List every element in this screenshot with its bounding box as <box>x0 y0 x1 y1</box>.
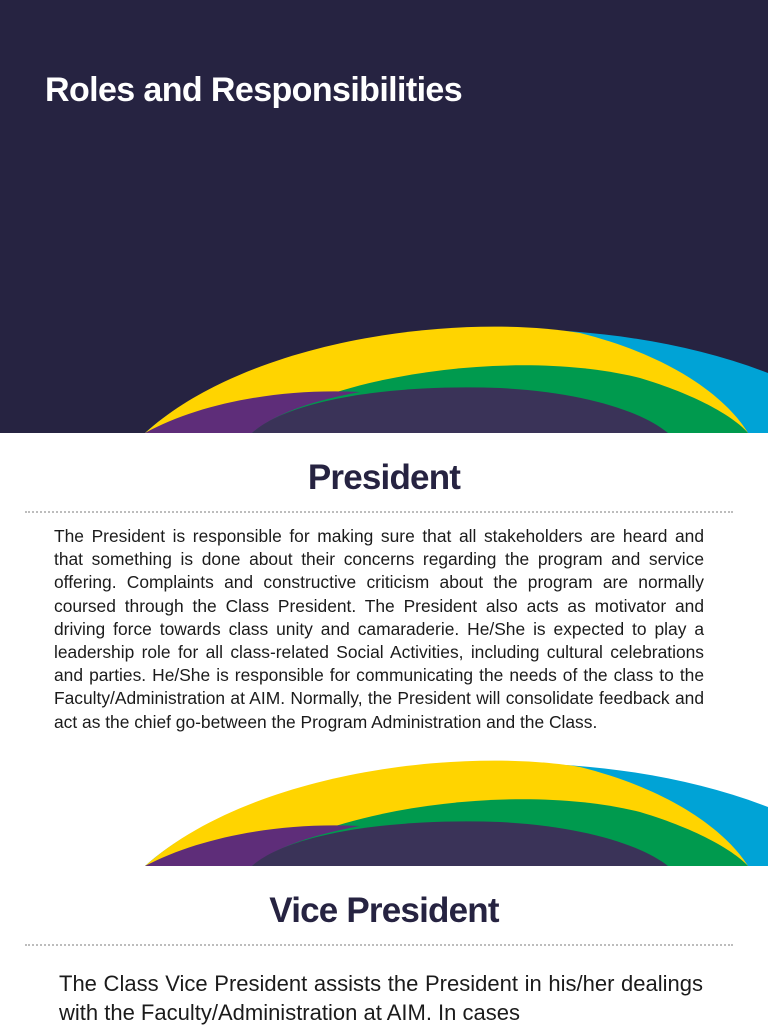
decorative-arcs-bottom <box>0 752 768 866</box>
vice-president-description: The Class Vice President assists the President in his/her dealings with the Faculty/Administration at AIM. In cases <box>59 971 703 1025</box>
vice-president-heading: Vice President <box>269 891 499 930</box>
divider <box>25 944 733 946</box>
slide-title: Roles and Responsibilities <box>45 71 463 109</box>
title-slide <box>0 0 768 433</box>
president-description: The President is responsible for making sure that all stakeholders are heard and that something is done about their concerns regarding the program and service offering. Complaints and constructive criticism about the program are normally coursed through the Class President. The President also acts as motivator and driving force towards class unity and camaraderie. He/She is expected to play a leadership role for all class-related Social Activities, including cultural celebrations and parties. He/She is responsible for communicating the needs of the class to the Faculty/Administration at AIM. Normally, the President will consolidate feedback and act as the chief go-between the Program Administration and the Class. <box>54 526 704 732</box>
divider <box>25 511 733 513</box>
president-heading: President <box>307 458 461 497</box>
decorative-arcs <box>0 318 768 433</box>
